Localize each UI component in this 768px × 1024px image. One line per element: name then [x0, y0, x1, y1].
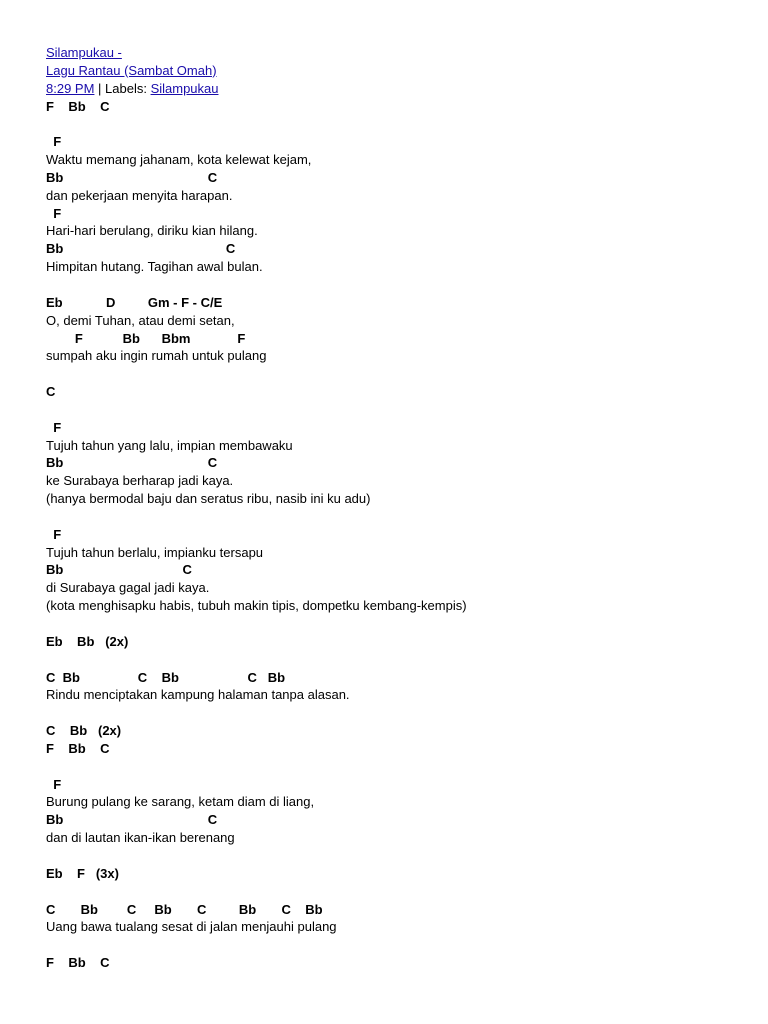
blank-line: [46, 276, 746, 294]
chord-line: F: [46, 419, 62, 435]
chord-line: F Bb C: [46, 955, 110, 971]
blank-line: [46, 115, 746, 133]
lyric-line: Himpitan hutang. Tagihan awal bulan.: [46, 259, 263, 275]
lyric-line: Tujuh tahun berlalu, impianku tersapu: [46, 544, 264, 560]
blank-line: [46, 365, 746, 383]
lyric-line: dan pekerjaan menyita harapan.: [46, 187, 233, 203]
song-content: [46, 98, 746, 972]
chord-line: F Bb C: [46, 98, 110, 114]
label-link[interactable]: Silampukau: [150, 80, 219, 96]
chord-line: F: [46, 776, 62, 792]
blank-line: [46, 704, 746, 722]
post-title-line-1: [46, 44, 746, 62]
chord-line: Bb C: [46, 455, 218, 471]
lyric-line: Waktu memang jahanam, kota kelewat kejam,: [46, 152, 312, 168]
lyric-line: Hari-hari berulang, diriku kian hilang.: [46, 223, 258, 239]
chord-line: Bb C: [46, 241, 236, 257]
labels-prefix: | Labels:: [94, 80, 151, 96]
chord-line: F Bb C: [46, 740, 110, 756]
chord-line: F Bb Bbm F: [46, 330, 246, 346]
lyric-line: Uang bawa tualang sesat di jalan menjauhi pulang: [46, 919, 337, 935]
post-title-line-2: [46, 62, 746, 80]
chord-line: F: [46, 526, 62, 542]
lyric-line: Tujuh tahun yang lalu, impian membawaku: [46, 437, 293, 453]
lyric-line: Burung pulang ke sarang, ketam diam di liang,: [46, 794, 315, 810]
chord-line: Eb F (3x): [46, 865, 119, 881]
lyric-line: Rindu menciptakan kampung halaman tanpa alasan.: [46, 687, 350, 703]
chord-line: F: [46, 134, 62, 150]
lyric-line: dan di lautan ikan-ikan berenang: [46, 830, 235, 846]
blank-line: [46, 847, 746, 865]
blank-line: [46, 758, 746, 776]
lyric-line: O, demi Tuhan, atau demi setan,: [46, 312, 235, 328]
post-title-link-continued[interactable]: Lagu Rantau (Sambat Omah): [46, 62, 217, 78]
post-meta: [46, 80, 746, 98]
blank-line: [46, 508, 746, 526]
blank-line: [46, 936, 746, 954]
blank-line: [46, 883, 746, 901]
lyric-line: di Surabaya gagal jadi kaya.: [46, 580, 210, 596]
chord-line: C: [46, 384, 56, 400]
chord-line: Bb C: [46, 169, 218, 185]
chord-line: Eb Bb (2x): [46, 633, 129, 649]
blank-line: [46, 615, 746, 633]
chord-line: C Bb C Bb C Bb C Bb: [46, 901, 323, 917]
lyric-line: ke Surabaya berharap jadi kaya.: [46, 473, 234, 489]
chord-line: C Bb (2x): [46, 723, 122, 739]
chord-line: Bb C: [46, 812, 218, 828]
post-body: [46, 44, 746, 972]
lyric-line: (hanya bermodal baju dan seratus ribu, nasib ini ku adu): [46, 491, 371, 507]
chord-line: Eb D Gm - F - C/E: [46, 294, 223, 310]
post-time-link[interactable]: 8:29 PM: [46, 80, 95, 96]
lyric-line: sumpah aku ingin rumah untuk pulang: [46, 348, 267, 364]
post-title-link[interactable]: Silampukau -: [46, 45, 122, 60]
chord-line: C Bb C Bb C Bb: [46, 669, 286, 685]
blank-line: [46, 401, 746, 419]
chord-line: Bb C: [46, 562, 192, 578]
lyric-line: (kota menghisapku habis, tubuh makin tipis, dompetku kembang-kempis): [46, 598, 467, 614]
blank-line: [46, 651, 746, 669]
chord-line: F: [46, 205, 62, 221]
